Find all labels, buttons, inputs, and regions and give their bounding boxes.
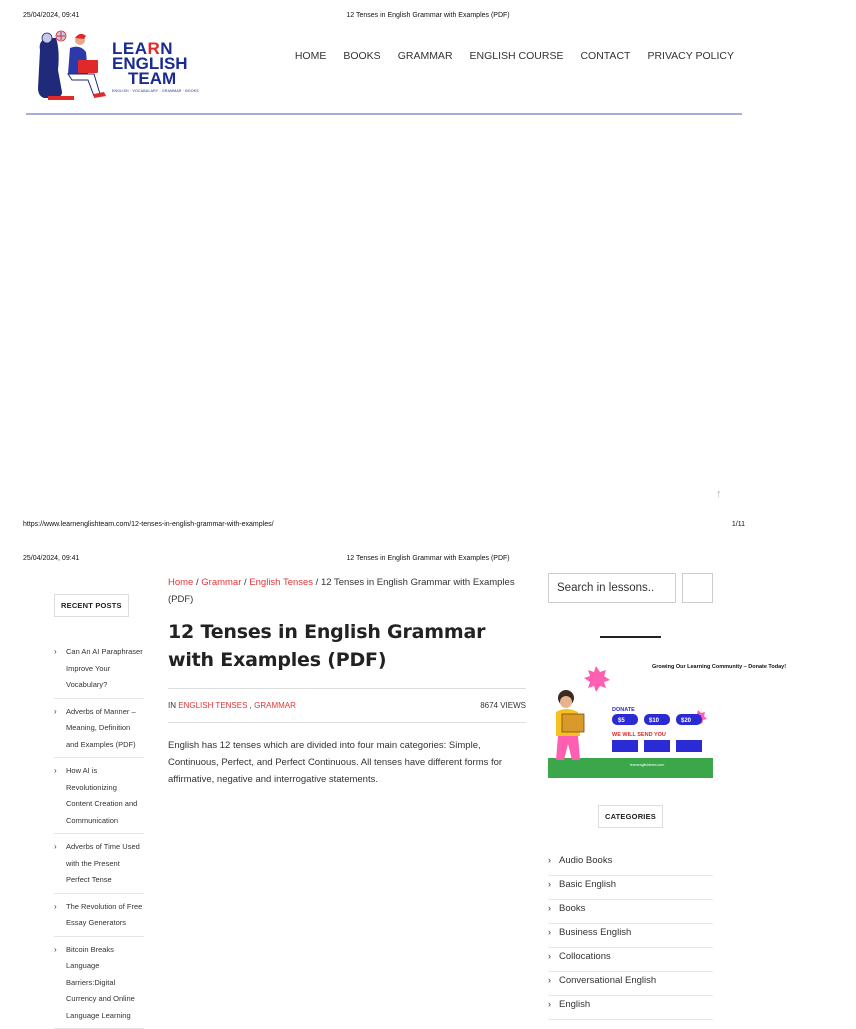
page-title: 12 Tenses in English Grammar with Examples (PDF) bbox=[168, 618, 526, 674]
recent-post-item[interactable]: › Can An AI Paraphraser Improve Your Vocabulary? bbox=[54, 639, 144, 699]
recent-post-item[interactable]: › The Revolution of Free Essay Generators bbox=[54, 894, 144, 937]
chevron-right-icon: › bbox=[54, 839, 57, 856]
category-item[interactable]: › Conversational English bbox=[548, 972, 713, 996]
chevron-right-icon: › bbox=[548, 900, 551, 917]
category-item[interactable]: › Audio Books bbox=[548, 852, 713, 876]
recent-posts-widget bbox=[54, 594, 144, 1029]
print-header-2 bbox=[0, 555, 768, 569]
recent-post-item[interactable]: › How AI is Revolutionizing Content Creation and Communication bbox=[54, 758, 144, 834]
category-item[interactable]: › Books bbox=[548, 900, 713, 924]
main-nav bbox=[295, 50, 734, 62]
right-sidebar bbox=[548, 573, 713, 1020]
categories-title: CATEGORIES bbox=[598, 805, 663, 828]
article-intro: English has 12 tenses which are divided into four main categories: Simple, Continuous, Perfect, and Perfect Continuous. All tenses have different forms for affirmative, negative and interrogative statements. bbox=[168, 737, 526, 788]
breadcrumb: Home / Grammar / English Tenses / 12 Tenses in English Grammar with Examples (PDF) bbox=[168, 574, 526, 608]
search-input[interactable]: Search in lessons.. bbox=[548, 573, 676, 603]
nav-privacy-policy[interactable]: PRIVACY POLICY bbox=[647, 50, 734, 62]
category-item[interactable]: › English bbox=[548, 996, 713, 1020]
svg-text:Growing Our Learning Community: Growing Our Learning Community – Donate Today! bbox=[652, 664, 786, 670]
nav-books[interactable]: BOOKS bbox=[343, 50, 380, 62]
logo-word-team: TEAM bbox=[128, 70, 176, 87]
chevron-right-icon: › bbox=[54, 899, 57, 916]
categories-list bbox=[548, 852, 713, 1020]
chevron-right-icon: › bbox=[548, 996, 551, 1013]
nav-contact[interactable]: CONTACT bbox=[580, 50, 630, 62]
reader-illustration-icon bbox=[34, 30, 110, 102]
chevron-right-icon: › bbox=[54, 942, 57, 959]
breadcrumb-current: 12 Tenses in English Grammar with Examples (PDF) bbox=[168, 577, 515, 605]
chevron-right-icon: › bbox=[548, 876, 551, 893]
nav-grammar[interactable]: GRAMMAR bbox=[398, 50, 453, 62]
article bbox=[168, 574, 526, 788]
search-form bbox=[548, 573, 713, 603]
donate-illustration-icon bbox=[548, 656, 713, 778]
chevron-right-icon: › bbox=[548, 972, 551, 989]
nav-home[interactable]: HOME bbox=[295, 50, 327, 62]
print-timestamp: 25/04/2024, 09:41 bbox=[23, 12, 79, 19]
print-timestamp-2: 25/04/2024, 09:41 bbox=[23, 555, 79, 562]
category-item[interactable]: › Basic English bbox=[548, 876, 713, 900]
search-button[interactable] bbox=[682, 573, 713, 603]
category-link-english-tenses[interactable]: ENGLISH TENSES bbox=[178, 701, 247, 710]
chevron-right-icon: › bbox=[54, 763, 57, 780]
donate-amount-5: $5 bbox=[618, 718, 625, 724]
logo-word-english: ENGLISH bbox=[112, 55, 188, 72]
recent-posts-list bbox=[54, 639, 144, 1029]
donate-amount-20: $20 bbox=[681, 718, 692, 724]
article-meta bbox=[168, 688, 526, 723]
breadcrumb-english-tenses[interactable]: English Tenses bbox=[249, 577, 313, 588]
category-link-grammar[interactable]: GRAMMAR bbox=[254, 701, 296, 710]
breadcrumb-home[interactable]: Home bbox=[168, 577, 193, 588]
donate-banner[interactable] bbox=[548, 656, 713, 778]
category-item[interactable]: › Collocations bbox=[548, 948, 713, 972]
category-item[interactable]: › Business English bbox=[548, 924, 713, 948]
chevron-right-icon: › bbox=[548, 948, 551, 965]
print-doc-title-2: 12 Tenses in English Grammar with Examples (PDF) bbox=[0, 555, 856, 562]
recent-post-item[interactable]: › Adverbs of Time Used with the Present Perfect Tense bbox=[54, 834, 144, 894]
scroll-to-top-icon[interactable]: ↑ bbox=[716, 488, 722, 500]
print-url: https://www.learnenglishteam.com/12-tenses-in-english-grammar-with-examples/ bbox=[23, 521, 274, 528]
print-page-number: 1/11 bbox=[732, 521, 745, 528]
chevron-right-icon: › bbox=[548, 924, 551, 941]
header-divider bbox=[26, 113, 742, 115]
recent-post-item[interactable]: › Adverbs of Manner – Meaning, Definition and Examples (PDF) bbox=[54, 699, 144, 759]
print-doc-title: 12 Tenses in English Grammar with Examples (PDF) bbox=[0, 12, 856, 19]
view-count: 8674 VIEWS bbox=[480, 701, 526, 710]
logo-word-learn: LEARN bbox=[112, 40, 173, 57]
chevron-right-icon: › bbox=[54, 704, 57, 721]
chevron-right-icon: › bbox=[548, 852, 551, 869]
donate-label: DONATE bbox=[612, 707, 635, 713]
categories-widget bbox=[548, 805, 713, 828]
nav-english-course[interactable]: ENGLISH COURSE bbox=[470, 50, 564, 62]
recent-post-item[interactable]: › Bitcoin Breaks Language Barriers:Digital Currency and Online Language Learning bbox=[54, 937, 144, 1029]
widget-divider bbox=[600, 636, 661, 638]
logo-tagline: ENGLISH · VOCABULARY · GRAMMAR · BOOKS bbox=[112, 89, 199, 93]
breadcrumb-grammar[interactable]: Grammar bbox=[201, 577, 241, 588]
article-categories: IN ENGLISH TENSES , GRAMMAR bbox=[168, 701, 296, 710]
site-logo[interactable] bbox=[34, 30, 194, 102]
donate-site: learnenglishteam.com bbox=[630, 763, 664, 767]
donate-amount-10: $10 bbox=[649, 718, 660, 724]
recent-posts-title: RECENT POSTS bbox=[54, 594, 129, 617]
print-header bbox=[0, 12, 768, 26]
donate-we-send: WE WILL SEND YOU bbox=[612, 732, 666, 738]
chevron-right-icon: › bbox=[54, 644, 57, 661]
